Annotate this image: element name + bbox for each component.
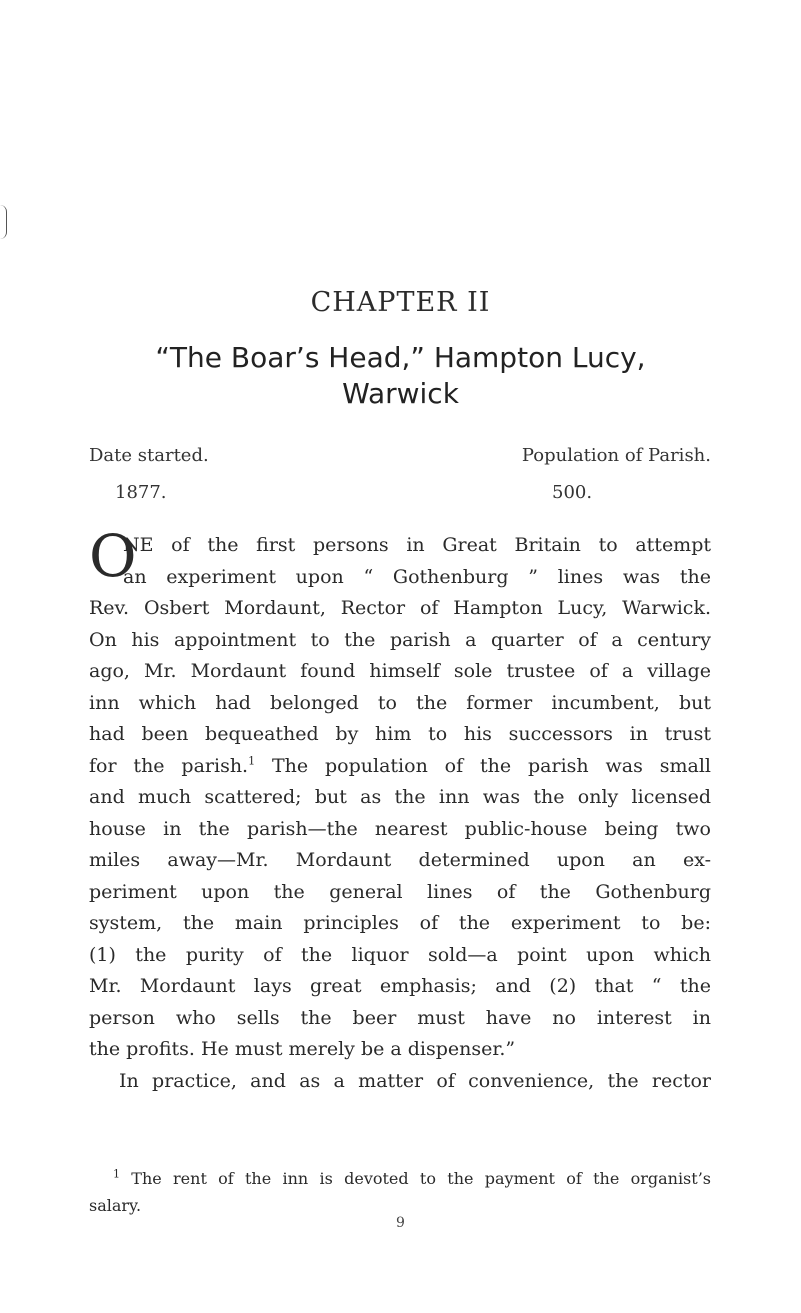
- footnote-reference: 1: [248, 754, 256, 768]
- date-started-label: Date started.: [89, 445, 209, 466]
- page-number: 9: [396, 1215, 405, 1231]
- body-paragraph: [89, 530, 711, 1097]
- body-line: periment upon the general lines of the Gothenburg: [89, 880, 711, 903]
- body-line: ago, Mr. Mordaunt found himself sole trustee of a village: [89, 660, 711, 682]
- body-line: Rev. Osbert Mordaunt, Rector of Hampton Lucy, Warwick.: [89, 597, 711, 619]
- body-line: miles away—Mr. Mordaunt determined upon an ex-: [89, 849, 711, 871]
- body-line-with-footnote: [89, 751, 711, 783]
- page-edge-mark: [0, 205, 7, 239]
- body-line: an experiment upon “ Gothenburg ” lines was the: [123, 565, 711, 588]
- body-line: house in the parish—the nearest public-house being two: [89, 817, 711, 840]
- body-line: person who sells the beer must have no interest in: [89, 1006, 711, 1029]
- body-line: system, the main principles of the experiment to be:: [89, 912, 711, 934]
- chapter-heading-line-2: Warwick: [342, 377, 459, 410]
- chapter-heading-line-1: “The Boar’s Head,” Hampton Lucy,: [155, 341, 646, 374]
- chapter-title: CHAPTER II: [310, 287, 491, 318]
- body-line: had been bequeathed by him to his successors in trust: [89, 723, 711, 745]
- body-line-part: for the parish.: [89, 754, 249, 777]
- chapter-heading: [0, 340, 801, 412]
- population-value: 500.: [552, 482, 593, 503]
- body-line: Mr. Mordaunt lays great emphasis; and (2) that “ the: [89, 975, 711, 997]
- body-line: NE of the first persons in Great Britain to attempt: [123, 534, 711, 556]
- body-line: (1) the purity of the liquor sold—a point upon which: [89, 943, 711, 966]
- drop-cap: O: [89, 522, 137, 590]
- population-label: Population of Parish.: [521, 445, 711, 466]
- footnote-marker: 1: [113, 1167, 120, 1181]
- body-line: On his appointment to the parish a quarter of a century: [89, 628, 711, 651]
- footnote-text: The rent of the inn is devoted to the payment of the organist’s: [131, 1169, 711, 1188]
- body-line: inn which had belonged to the former incumbent, but: [89, 691, 711, 714]
- footnote-line-1: [89, 1165, 711, 1192]
- footnote: [89, 1165, 711, 1219]
- body-line: In practice, and as a matter of convenience, the rector: [119, 1069, 711, 1092]
- date-started-value: 1877.: [115, 482, 167, 503]
- footnote-line-2: salary.: [89, 1196, 142, 1215]
- body-line: the profits. He must merely be a dispenser.”: [89, 1038, 516, 1060]
- body-line: and much scattered; but as the inn was the only licensed: [89, 786, 711, 808]
- body-line-part: The population of the parish was small: [271, 754, 711, 777]
